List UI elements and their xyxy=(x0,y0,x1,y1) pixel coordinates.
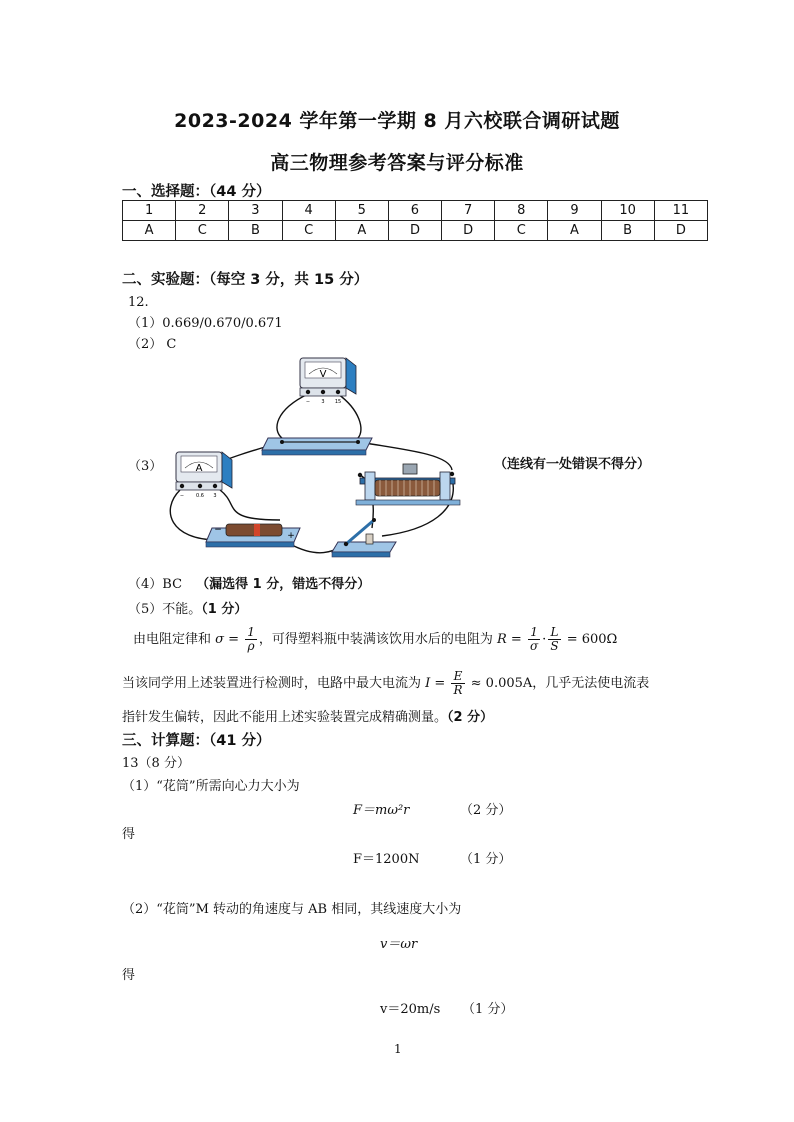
exam-title: 2023-2024 学年第一学期 8 月六校联合调研试题 xyxy=(174,110,620,132)
ammeter-terminal: 0.6 xyxy=(196,493,204,499)
question-13-number: 13（8 分） xyxy=(122,756,190,771)
answer-cell: C xyxy=(495,221,548,241)
frac-num: 1 xyxy=(528,626,540,640)
resistance-wire-board xyxy=(262,438,372,455)
answer-12-2-value: C xyxy=(166,337,177,352)
frac-den: ρ xyxy=(247,639,255,653)
voltmeter-terminal: 3 xyxy=(321,399,325,405)
equation-force-score: （1 分） xyxy=(460,852,512,867)
explain-text: 由电阻定律和 xyxy=(133,632,212,647)
question-number-cell: 4 xyxy=(282,201,335,221)
ammeter xyxy=(176,452,232,499)
explain-line-2 xyxy=(122,670,649,697)
question-12-number: 12. xyxy=(128,295,149,310)
answer-12-4-label: （4）BC xyxy=(128,577,183,592)
explain-text: 指针发生偏转，因此不能用上述实验装置完成精确测量。 xyxy=(122,710,448,725)
battery-positive-sign: + xyxy=(287,531,295,541)
answer-cell: C xyxy=(176,221,229,241)
question-number-cell: 6 xyxy=(388,201,441,221)
answer-cell: D xyxy=(654,221,707,241)
question-number-cell: 10 xyxy=(601,201,654,221)
frac-den: σ xyxy=(529,639,539,653)
battery-negative-sign: − xyxy=(214,525,222,535)
r-symbol: R = xyxy=(497,632,522,647)
frac-den: R xyxy=(453,683,463,697)
rheostat xyxy=(356,464,460,505)
question-number-cell: 3 xyxy=(229,201,282,221)
answer-cell: A xyxy=(123,221,176,241)
question-number-cell: 11 xyxy=(654,201,707,221)
question-number-cell: 5 xyxy=(335,201,388,221)
answer-cell: D xyxy=(442,221,495,241)
answer-table xyxy=(122,200,708,241)
answer-12-5-score: （1 分） xyxy=(201,602,248,617)
explain-text: ，几乎无法使电流表 xyxy=(532,676,650,691)
i-symbol: I = xyxy=(425,676,446,691)
frac-num: 1 xyxy=(247,625,255,639)
equation-force-result: F＝1200N xyxy=(353,852,420,867)
switch xyxy=(332,518,396,557)
answer-12-5-label: （5）不能。 xyxy=(128,602,202,617)
voltmeter-terminal: 15 xyxy=(334,399,342,405)
explain-score: （2 分） xyxy=(447,710,494,725)
answer-12-2-label: （2） xyxy=(128,337,163,352)
answer-cell: A xyxy=(548,221,601,241)
explain-line-1 xyxy=(133,626,617,653)
fraction-e-over-r xyxy=(451,670,464,697)
frac-num: L xyxy=(548,626,560,640)
equation-speed-result: v＝20m/s xyxy=(380,1002,441,1017)
answer-cell: C xyxy=(282,221,335,241)
answer-table-number-row xyxy=(123,201,708,221)
question-number-cell: 7 xyxy=(442,201,495,221)
answer-12-4 xyxy=(128,573,370,592)
voltmeter-terminal: − xyxy=(305,399,311,405)
wire xyxy=(277,394,311,438)
question-number-cell: 9 xyxy=(548,201,601,221)
ammeter-terminal: − xyxy=(179,493,185,499)
explain-text: ，可得塑料瓶中装满该饮用水后的电阻为 xyxy=(258,632,493,647)
equation-centripetal: F＝mω²r xyxy=(353,803,410,818)
page-number: 1 xyxy=(394,1042,402,1056)
current-result: ≈ 0.005A xyxy=(470,676,533,691)
equation-speed-score: （1 分） xyxy=(462,1002,514,1017)
dot-operator: · xyxy=(542,632,547,647)
frac-num: E xyxy=(451,670,464,684)
sigma-symbol: σ = xyxy=(215,632,240,647)
wire xyxy=(220,490,280,520)
section3-heading: 三、计算题：（41 分） xyxy=(122,733,271,749)
q13-part1: （1）“花筒”所需向心力大小为 xyxy=(122,779,300,794)
frac-den: S xyxy=(550,639,559,653)
answer-cell: B xyxy=(601,221,654,241)
answer-12-4-note: （漏选得 1 分，错选不得分） xyxy=(196,577,371,592)
explain-text: 当该同学用上述装置进行检测时，电路中最大电流为 xyxy=(122,676,422,691)
question-number-cell: 2 xyxy=(176,201,229,221)
answer-cell: A xyxy=(335,221,388,241)
circuit-diagram xyxy=(160,350,480,565)
equation-linear-speed: v＝ωr xyxy=(380,937,418,952)
question-number-cell: 8 xyxy=(495,201,548,221)
q13-part2: （2）“花筒”M 转动的角速度与 AB 相同，其线速度大小为 xyxy=(122,902,462,917)
answer-cell: D xyxy=(388,221,441,241)
fraction-1-over-sigma xyxy=(528,626,540,653)
voltmeter-label: V xyxy=(319,369,327,380)
answer-table-answer-row xyxy=(123,221,708,241)
ammeter-label: A xyxy=(195,463,203,474)
answer-12-5 xyxy=(128,598,247,617)
section2-heading: 二、实验题：（每空 3 分，共 15 分） xyxy=(122,272,369,288)
question-number-cell: 1 xyxy=(123,201,176,221)
equation-centripetal-score: （2 分） xyxy=(460,803,512,818)
voltmeter xyxy=(300,358,356,405)
answer-12-1: （1）0.669/0.670/0.671 xyxy=(128,316,283,331)
ammeter-terminal: 3 xyxy=(213,493,217,499)
exam-subtitle: 高三物理参考答案与评分标准 xyxy=(270,152,524,174)
deduce-text: 得 xyxy=(122,827,136,842)
fraction-1-over-rho xyxy=(245,626,257,653)
answer-12-3-note: （连线有一处错误不得分） xyxy=(494,457,651,472)
resistance-result: = 600Ω xyxy=(566,632,618,647)
wire xyxy=(338,394,361,438)
section1-heading: 一、选择题：（44 分） xyxy=(122,184,271,200)
answer-12-3-label: （3） xyxy=(128,459,163,474)
fraction-l-over-s xyxy=(548,626,560,653)
explain-line-3 xyxy=(122,706,493,725)
battery xyxy=(206,524,300,547)
deduce-text: 得 xyxy=(122,968,136,983)
answer-cell: B xyxy=(229,221,282,241)
